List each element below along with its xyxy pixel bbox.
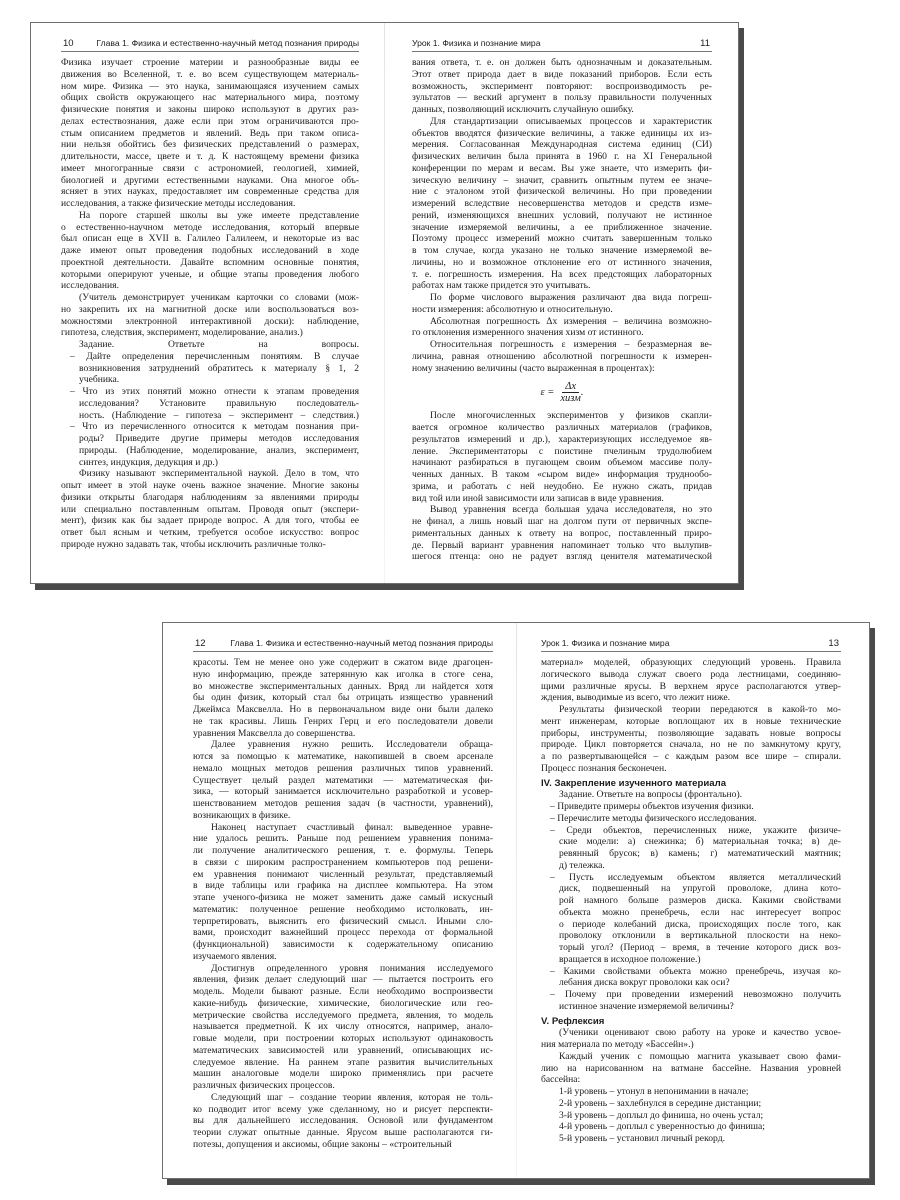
text-line: де. Первый вариант уравнения напоминает только что вылупив-: [412, 539, 712, 551]
text-line: приборы, инструменты, позволяющие задавать новые вопросы: [541, 727, 841, 739]
text-line: или специально поставленным опытам. Проводя опыт (экспери-: [61, 503, 359, 515]
text-line: объекта можно пренебречь, если нас интересует вопрос: [559, 906, 841, 918]
text-line: лебания диска вокруг проволоки как оси?: [559, 977, 730, 989]
text-line: Относительная погрешность ε измерения – безразмерная ве-: [430, 339, 712, 350]
text-line: ния материала по методу «Бассейн».): [541, 1039, 694, 1050]
text-line: уравнения Максвелла до совершенства.: [193, 727, 356, 739]
text-line: зрима, и работать с ней неудобно. Ее нужно сжать, придав: [412, 480, 712, 492]
text-line: – Какими свойствами объекта можно пренебречь, изучая ко-: [550, 965, 841, 977]
text-line: мент инженерам, которые воплощают их в новые технические: [541, 715, 841, 727]
text-line: истинное значение измеряемой величины?: [559, 1000, 734, 1012]
running-head: [541, 637, 841, 652]
text-line: Поэтому процесс измерений можно считать завершенным только: [412, 233, 712, 245]
text-line: которыми оперируют ученые, и общие этапы проведения любого: [61, 268, 359, 280]
text-line: объектов вводятся физические величины, а также единицы их из-: [412, 127, 712, 139]
running-head: [412, 37, 712, 52]
page-text: [61, 57, 359, 551]
page-number: 11: [700, 38, 710, 49]
text-line: роды? Приведите другие примеры методов исследования: [79, 433, 359, 444]
text-line: Наконец наступает счастливый финал: выведенное уравне-: [211, 821, 493, 833]
text-line: природы. (Наблюдение, моделирование, анализ, эксперимент,: [79, 444, 359, 456]
text-line: вания ответа, т. е. он должен быть однозначным и доказательным.: [412, 57, 712, 68]
text-line: – Дайте определения перечисленным понятиям. В случае: [70, 350, 359, 362]
text-line: не так красивы. Лишь Генрих Герц и его последователи довели: [193, 715, 493, 727]
text-line: математик: полученное решение необходимо истолковать, ин-: [193, 903, 493, 915]
text-line: какие-нибудь физические, химические, биологические или гео-: [193, 997, 493, 1009]
text-line: вид той или иной зависимости или записав в виде уравнения.: [412, 492, 664, 504]
text-line: ность. (Наблюдение – гипотеза – эксперимент – следствия.): [79, 409, 359, 421]
text-line: шенствованием методов решения задач (в частности, уравнений),: [193, 798, 493, 809]
text-line: 1-й уровень – утонул в непонимании в начале;: [559, 1086, 749, 1097]
text-line: го отклонения измеренного значения xизм от истинного.: [412, 327, 644, 339]
text-line: машин аналоговые модели широко применялись при расчете: [193, 1068, 493, 1080]
formula-fraction: [560, 381, 580, 404]
text-line: По форме числового выражения различают два вида погреш-: [430, 292, 712, 303]
text-line: не финал, а лишь новый шаг на долгом пути от первичных экспе-: [412, 516, 712, 527]
text-line: логического вывода служат своего рода лестницами, соединяю-: [541, 668, 841, 680]
text-line: Физику называют экспериментальной наукой. Дело в том, что: [79, 468, 359, 480]
text-line: ем уравнения понимают численный результат, представляемый: [193, 868, 493, 880]
text-line: стым описанием предметов и явлений. Ведь при таком описа-: [61, 127, 359, 139]
text-line: ние с эталоном этой физической величины. Но при проведении: [412, 186, 712, 198]
text-line: Джеймса Максвелла. Но в первоначальном виде они были далеко: [193, 704, 493, 715]
text-line: ясняет в этих науках, предоставляет им современные средства для: [61, 186, 359, 198]
text-line: модель. Модели бывают разные. Если необходимо воспроизвести: [193, 986, 493, 997]
text-line: д) тележка.: [559, 859, 605, 871]
text-line: бы один физик, который стал бы отрицать изящество уравнений: [193, 692, 493, 704]
text-line: ются за помощью к математике, накопившей в своем арсенале: [193, 751, 493, 762]
text-line: природе нужно задавать так, чтобы исключить различные толко-: [61, 538, 326, 550]
text-line: метрические свойства исследуемого предмета, явления, то модель: [193, 1009, 493, 1021]
text-line: физических величин была принята в 1960 г. на XI Генеральной: [412, 151, 712, 162]
text-line: зика, — который занимается исключительно разработкой и усовер-: [193, 786, 493, 798]
text-line: личины, но и возможное отклонение его от истинного значения,: [412, 256, 712, 268]
text-line: ному значению величины (часто выраженная в процентах):: [412, 362, 655, 374]
text-line: личина, равная отношению абсолютной погрешности к измерен-: [412, 350, 712, 362]
text-line: ности измерения: абсолютную и относительную.: [412, 303, 613, 315]
text-line: природе. Цикл повторяется сначала, но не по замкнутому кругу,: [541, 739, 841, 751]
text-line: бассейна:: [541, 1074, 581, 1086]
text-line: шегося птенца: оно не радует взгляд ценителя математической: [412, 551, 712, 563]
book-spread-pages-10-11: [30, 22, 739, 584]
text-line: вращается в исходное положение.): [559, 953, 701, 965]
text-line: мент), физик как бы задает природе вопрос. А для того, чтобы ее: [61, 515, 359, 527]
text-line: – Почему при проведении измерений невозможно получить: [550, 989, 841, 1000]
text-line: материал» моделей, образующих следующий уровень. Правила: [541, 657, 841, 668]
text-line: можностями электронной интерактивной доски): наблюдение,: [61, 315, 359, 327]
page-number: 10: [63, 38, 74, 49]
text-line: следуемое явление. На раннем этапе развития вычислительных: [193, 1056, 493, 1068]
text-line: физические понятия и законы широко используют в других раз-: [61, 104, 359, 115]
text-line: риментальных данных к ответу на вопрос, поставленный приро-: [412, 527, 712, 539]
text-line: Физика изучает строение материи и разнообразные виды ее: [61, 57, 359, 68]
text-line: длительности, массе, цвете и т. д. К настоящему времени физика: [61, 151, 359, 162]
text-line: Далее уравнения нужно решить. Исследователи обраща-: [211, 739, 493, 751]
text-line: Задание. Ответьте на вопросы (фронтально).: [559, 789, 743, 801]
book-spread-pages-12-13: [162, 622, 870, 1179]
text-line: в связи с широким распространением компьютеров под решени-: [193, 856, 493, 868]
text-line: исследования? Установите правильную последователь-: [79, 397, 359, 409]
text-line: (Ученики оценивают свою работу на уроке и качество усвое-: [559, 1027, 841, 1039]
page-number: 12: [195, 638, 206, 649]
text-line: т. е. погрешность измерения. На всех предстоящих лабораторных: [412, 268, 712, 280]
text-line: учебника.: [79, 374, 120, 386]
text-line: а по развертывающейся – с каждым разом все шире – спирали.: [541, 751, 841, 762]
page-number: 13: [828, 638, 839, 649]
text-line: 5-й уровень – установил личный рекорд.: [559, 1133, 725, 1144]
text-line: – Среди объектов, перечисленных ниже, укажите физиче-: [550, 824, 841, 836]
text-line: После многочисленных экспериментов у физиков скапли-: [430, 410, 712, 422]
text-line: но закрепить их на магнитной доске или воспользоваться воз-: [61, 303, 359, 315]
text-line: – Приведите примеры объектов изучения физики.: [550, 801, 754, 812]
text-line: ном мире. Физика — это наука, занимающаяся изучением самых: [61, 80, 359, 92]
text-line: значение измеряемой величины, а ее приближенное значение.: [412, 221, 712, 233]
text-line: Вывод уравнения всегда большая удача исследователя, но это: [430, 504, 712, 516]
text-line: Следующий шаг – создание теории явления, которая не толь-: [211, 1091, 493, 1103]
text-line: имеет многогранные связи с астрономией, геологией, химией,: [61, 162, 359, 174]
text-line: данных, позволяющий исключить случайную ошибку.: [412, 104, 634, 115]
text-line: явления, физик делает следующий шаг — пытается построить его: [193, 974, 493, 986]
text-line: торый угол? (Период – время, в течение которого диск воз-: [559, 942, 841, 953]
text-line: На пороге старшей школы вы уже имеете представление: [79, 209, 359, 221]
page-12: [193, 623, 493, 1178]
text-line: ревянный брусок; в) камень; г) математический маятник;: [559, 848, 841, 859]
page-10: [61, 23, 359, 583]
text-line: биологией и другими естественными науками. Она многое объ-: [61, 174, 359, 186]
text-line: Существует целый раздел математики — математическая фи-: [193, 774, 493, 786]
text-line: Процесс познания бесконечен.: [541, 762, 667, 774]
text-line: возникающих в физике.: [193, 809, 291, 821]
formula-lhs: ε =: [540, 386, 555, 398]
text-line: ченных данных. В таком «сыром виде» информация труднообо-: [412, 469, 712, 480]
text-line: различных физических процессов.: [193, 1080, 335, 1091]
text-line: Результаты физической теории передаются в какой-то мо-: [559, 704, 841, 715]
section-heading: V. Рефлексия: [541, 1015, 605, 1027]
text-line: изучаемого явления.: [193, 950, 277, 962]
text-line: проектной деятельности. Давайте вспомним основные понятия,: [61, 256, 359, 268]
running-head: [193, 637, 493, 652]
text-line: математических зависимостей или уравнений, описывающих ис-: [193, 1044, 493, 1056]
formula-relative-error: [412, 374, 712, 410]
running-head-title: Урок 1. Физика и познание мира: [541, 638, 670, 648]
text-line: называется предметной. К их числу относятся, например, анало-: [193, 1021, 493, 1033]
text-line: возможность, эксперимент повторяют: воспроизводимость ре-: [412, 80, 712, 92]
text-block: [412, 57, 712, 374]
text-line: делах естествознания, даже если при этом ограничиваются про-: [61, 115, 359, 127]
text-line: зультатов — веский аргумент в пользу правильности полученных: [412, 92, 712, 104]
text-line: (Учитель демонстрирует ученикам карточки со словами (мож-: [79, 292, 359, 303]
text-line: в виде таблицы или графика на дисплее компьютера. На этом: [193, 880, 493, 892]
text-line: 2-й уровень – захлебнулся в середине дистанции;: [559, 1097, 762, 1109]
text-line: этапе ученого-физика не может заменить даже самый искусный: [193, 892, 493, 903]
page-text: [412, 57, 712, 563]
text-line: в том случае, когда указано не только значение измеряемой ве-: [412, 245, 712, 256]
text-line: исследования, а также физические методы исследования.: [61, 198, 296, 209]
text-block: [412, 410, 712, 563]
text-line: был описан еще в XVII в. Галилео Галилеем, и некоторые из вас: [61, 233, 359, 245]
text-line: нии нельзя обойтись без физических представлений о размерах,: [61, 139, 359, 151]
text-line: – Перечислите методы физического исследования.: [550, 812, 757, 824]
text-line: ответ был ясным и четким, требуется особое искусство: вопрос: [61, 527, 359, 538]
running-head: [61, 37, 359, 52]
text-line: красоты. Тем не менее оно уже содержит в сжатом виде драгоцен-: [193, 657, 493, 668]
text-line: ждения, выводимые из всего, что лежит ниже.: [541, 692, 731, 704]
text-line: – Что из этих понятий можно отнести к этапам проведения: [70, 386, 359, 397]
text-line: исследования.: [61, 280, 119, 292]
text-line: Абсолютная погрешность Δx измерения – величина возможно-: [430, 315, 712, 327]
text-line: ли получение аналитического решения, т. е. формулы. Теперь: [193, 845, 493, 856]
text-line: ние удалось решить. Раньше под решением уравнения понима-: [193, 833, 493, 845]
text-line: рой намного больше размеров диска. Какими свойствами: [559, 895, 841, 906]
text-line: Каждый ученик с помощью магнита указывает свою фами-: [559, 1050, 841, 1062]
text-line: общих свойств окружающего нас материального мира, поэтому: [61, 92, 359, 104]
book-spine: [384, 23, 385, 583]
text-line: Задание. Ответьте на вопросы.: [79, 339, 359, 350]
text-line: терпретировать, выяснить его физический смысл. Иными сло-: [193, 915, 493, 927]
text-line: Этот ответ природа дает в виде показаний приборов. Если есть: [412, 68, 712, 80]
text-line: ную информацию, прежде затерянную как иголка в стоге сена,: [193, 668, 493, 680]
page-text: [193, 657, 493, 1151]
text-line: конференции по мерам и весам. Вы уже знаете, что измерить фи-: [412, 162, 712, 174]
text-line: – Пусть исследуемым объектом является металлический: [550, 871, 841, 883]
text-line: теории служат опытные данные. Ярусом выше располагаются ги-: [193, 1127, 493, 1138]
text-line: Достигнув определенного уровня понимания исследуемого: [211, 962, 493, 974]
text-line: щими различные ярусы. В верхнем ярусе располагаются утвер-: [541, 680, 841, 692]
text-line: зическую величину – значит, сравнить опытным путем ее значе-: [412, 174, 712, 186]
text-line: вается огромное количество различных материалов (графиков,: [412, 422, 712, 433]
text-line: ление. Экспериментаторы с поистине пчелиным трудолюбием: [412, 445, 712, 457]
formula-tail: .: [580, 386, 584, 398]
formula-numerator: Δx: [562, 381, 579, 393]
formula-denominator: xизм: [560, 392, 581, 404]
running-head-title: Глава 1. Физика и естественно-научный метод познания природы: [230, 638, 493, 648]
text-line: говые модели, при построении которых используют одинаковость: [193, 1033, 493, 1044]
text-line: опыт имеет в этой науке очень важное значение. Многие законы: [61, 480, 359, 491]
text-line: о естественно-научном методе исследования, который впервые: [61, 221, 359, 233]
text-line: (функциональной) зависимости к содержательному описанию: [193, 939, 493, 950]
text-line: физики открыты благодаря наблюдениям за явлениями природы: [61, 491, 359, 503]
text-line: 4-й уровень – доплыл с уверенностью до финиша;: [559, 1121, 765, 1133]
text-line: измерений вследствие несовершенства методов и средств изме-: [412, 198, 712, 209]
text-line: диск, подвешенный на упругой проволоке, длина кото-: [559, 883, 841, 895]
text-line: гипотеза, следствия, эксперимент, моделирование, анализ.): [61, 327, 303, 339]
text-line: возникновения затруднений обратитесь к материалу § 1, 2: [79, 362, 359, 374]
text-line: немало мощных методов решения различных типов уравнений.: [193, 762, 493, 774]
text-line: ские модели: а) снежинка; б) материальная точка; в) де-: [559, 836, 841, 848]
text-line: мерения. Согласованная Международная система единиц (СИ): [412, 139, 712, 151]
text-line: движения во Вселенной, т. е. во всем существующем материаль-: [61, 68, 359, 80]
text-line: синтез, индукция, дедукция и др.): [79, 456, 219, 468]
page-11: [412, 23, 712, 583]
book-spine: [516, 623, 517, 1178]
text-line: начинают разбираться в пугающем своим объемом массиве полу-: [412, 457, 712, 469]
text-line: о периоде колебаний диска, происходящих после того, как: [559, 918, 841, 930]
text-line: вами, происходит важнейший процесс перехода от формальной: [193, 927, 493, 939]
text-line: вы для дальнейшего исследования. Основой или фундаментом: [193, 1115, 493, 1127]
text-line: лию на нарисованном на ватмане бассейне. Названия уровней: [541, 1062, 841, 1074]
text-line: рений, изменяющихся внешних условий, получают не истинное: [412, 209, 712, 221]
running-head-title: Глава 1. Физика и естественно-научный метод познания природы: [96, 38, 359, 48]
text-line: во множестве экспериментальных данных. Вряд ли найдется хотя: [193, 680, 493, 692]
text-line: – Что из перечисленного относится к методам познания при-: [70, 421, 359, 433]
text-line: даже имеют опыт проведения подобных исследований в ходе: [61, 245, 359, 256]
text-line: 3-й уровень – доплыл до финиша, но очень устал;: [559, 1109, 764, 1121]
running-head-title: Урок 1. Физика и познание мира: [412, 38, 541, 48]
text-line: ко подводит итог всему уже сделанному, но и рисует перспекти-: [193, 1103, 493, 1115]
text-line: работах нам также придется это учитывать.: [412, 280, 591, 292]
text-line: результатов измерений и др.), характеризующих исследуемое яв-: [412, 433, 712, 445]
page-13: [541, 623, 841, 1178]
text-line: проволоку отклонили в вертикальной плоскости на неко-: [559, 930, 841, 942]
page-text: [541, 657, 841, 1145]
text-line: потезы, допущения и аксиомы, общие законы – «строительный: [193, 1138, 452, 1150]
text-line: Для стандартизации описываемых процессов и характеристик: [430, 115, 712, 127]
section-heading: IV. Закрепление изученного материала: [541, 777, 727, 789]
